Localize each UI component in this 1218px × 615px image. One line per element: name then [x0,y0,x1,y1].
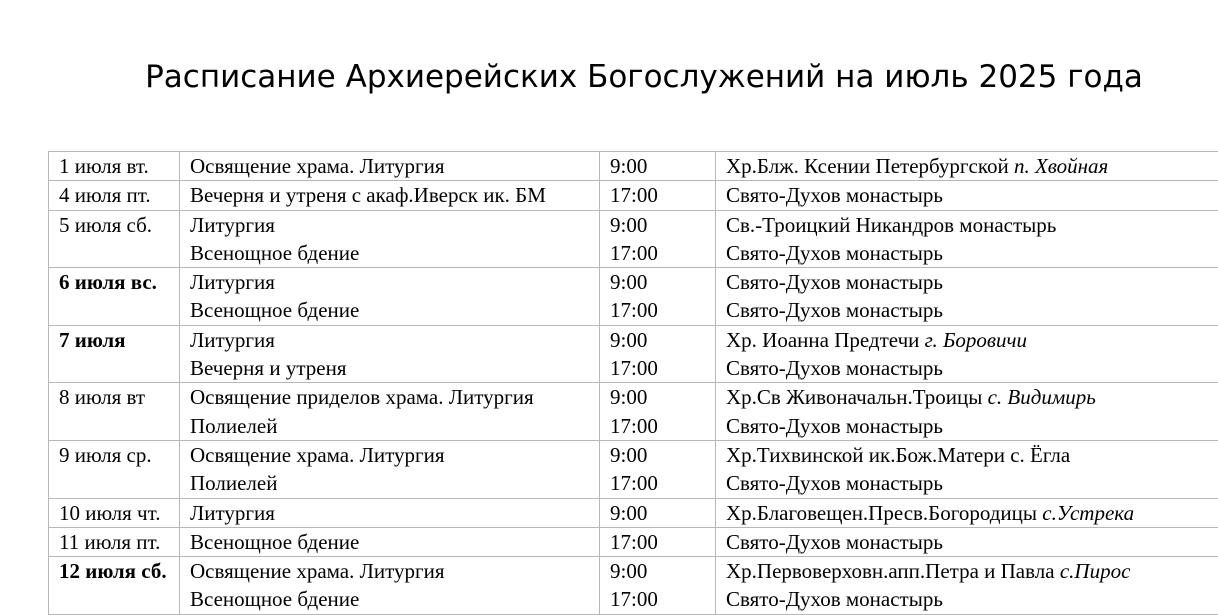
place-cell [716,210,1218,268]
place-line [726,296,1218,324]
place-cell [716,152,1218,181]
time-cell [600,181,716,210]
service-name: Литургия [190,211,599,239]
date-cell: 5 июля сб. [49,210,180,268]
place-name: Хр.Блж. Ксении Петербургской [726,154,1009,178]
service-name: Всенощное бдение [190,585,599,613]
place-name: Хр.Благовещен.Пресв.Богородицы [726,501,1037,525]
place-cell [716,557,1218,615]
service-time: 9:00 [610,268,715,296]
service-name: Литургия [190,268,599,296]
place-locality: г. Боровичи [925,328,1027,352]
table-row [49,181,1218,210]
page-title: Расписание Архиерейских Богослужений на июль 2025 года [0,55,1218,99]
schedule-body [49,152,1218,615]
place-name: Хр.Тихвинской ик.Бож.Матери с. Ёгла [726,443,1070,467]
schedule-table [48,151,1218,615]
date-cell: 10 июля чт. [49,498,180,527]
time-cell [600,210,716,268]
date-cell: 1 июля вт. [49,152,180,181]
place-line [726,441,1218,469]
service-name: Всенощное бдение [190,296,599,324]
table-row [49,268,1218,326]
place-line [726,528,1218,556]
place-line [726,469,1218,497]
date-cell: 6 июля вс. [49,268,180,326]
place-name: Св.-Троицкий Никандров монастырь [726,213,1056,237]
date-cell: 12 июля сб. [49,557,180,615]
service-time: 17:00 [610,585,715,613]
place-line [726,239,1218,267]
date-cell: 8 июля вт [49,383,180,441]
time-cell [600,498,716,527]
service-time: 9:00 [610,326,715,354]
place-name: Свято-Духов монастырь [726,414,943,438]
service-time: 17:00 [610,469,715,497]
table-row [49,527,1218,556]
time-cell [600,557,716,615]
place-line [726,383,1218,411]
service-time: 17:00 [610,181,715,209]
time-cell [600,268,716,326]
date-cell: 7 июля [49,325,180,383]
service-cell [180,325,600,383]
service-time: 17:00 [610,412,715,440]
table-row [49,325,1218,383]
place-name: Свято-Духов монастырь [726,241,943,265]
service-cell [180,557,600,615]
date-cell: 11 июля пт. [49,527,180,556]
place-name: Свято-Духов монастырь [726,270,943,294]
time-cell [600,440,716,498]
place-locality: с.Пирос [1060,559,1131,583]
service-cell [180,181,600,210]
time-cell [600,325,716,383]
service-name: Освящение приделов храма. Литургия [190,383,599,411]
service-name: Полиелей [190,469,599,497]
place-cell [716,527,1218,556]
service-time: 17:00 [610,354,715,382]
service-name: Всенощное бдение [190,239,599,267]
place-line [726,557,1218,585]
service-name: Всенощное бдение [190,528,599,556]
place-name: Хр.Первоверховн.апп.Петра и Павла [726,559,1055,583]
table-row [49,383,1218,441]
place-line [726,152,1218,180]
place-locality: с.Устрека [1042,501,1134,525]
place-name: Свято-Духов монастырь [726,587,943,611]
service-cell [180,527,600,556]
service-name: Освящение храма. Литургия [190,441,599,469]
place-line [726,354,1218,382]
place-cell [716,325,1218,383]
time-cell [600,152,716,181]
time-cell [600,527,716,556]
service-time: 17:00 [610,296,715,324]
service-time: 9:00 [610,499,715,527]
time-cell [600,383,716,441]
service-time: 9:00 [610,211,715,239]
service-cell [180,210,600,268]
place-name: Свято-Духов монастырь [726,356,943,380]
table-row [49,557,1218,615]
service-cell [180,440,600,498]
service-time: 9:00 [610,557,715,585]
place-locality: п. Хвойная [1014,154,1108,178]
service-time: 9:00 [610,441,715,469]
table-row [49,210,1218,268]
place-line [726,268,1218,296]
date-cell: 4 июля пт. [49,181,180,210]
place-name: Свято-Духов монастырь [726,471,943,495]
place-name: Хр.Св Живоначальн.Троицы [726,385,982,409]
place-line [726,326,1218,354]
service-cell [180,498,600,527]
place-cell [716,383,1218,441]
service-name: Литургия [190,499,599,527]
place-name: Хр. Иоанна Предтечи [726,328,919,352]
service-cell [180,383,600,441]
service-cell [180,152,600,181]
service-time: 17:00 [610,528,715,556]
place-cell [716,181,1218,210]
place-line [726,412,1218,440]
place-line [726,211,1218,239]
place-locality: с. Видимирь [988,385,1096,409]
service-name: Освящение храма. Литургия [190,557,599,585]
table-row [49,440,1218,498]
place-name: Свято-Духов монастырь [726,183,943,207]
place-cell [716,498,1218,527]
table-row [49,498,1218,527]
service-name: Полиелей [190,412,599,440]
place-name: Свято-Духов монастырь [726,298,943,322]
table-row [49,152,1218,181]
place-cell [716,268,1218,326]
service-time: 9:00 [610,152,715,180]
service-name: Литургия [190,326,599,354]
service-cell [180,268,600,326]
service-name: Освящение храма. Литургия [190,152,599,180]
service-name: Вечерня и утреня с акаф.Иверск ик. БМ [190,181,599,209]
date-cell: 9 июля ср. [49,440,180,498]
service-name: Вечерня и утреня [190,354,599,382]
place-name: Свято-Духов монастырь [726,530,943,554]
place-line [726,585,1218,613]
place-line [726,181,1218,209]
service-time: 17:00 [610,239,715,267]
place-cell [716,440,1218,498]
place-line [726,499,1218,527]
service-time: 9:00 [610,383,715,411]
